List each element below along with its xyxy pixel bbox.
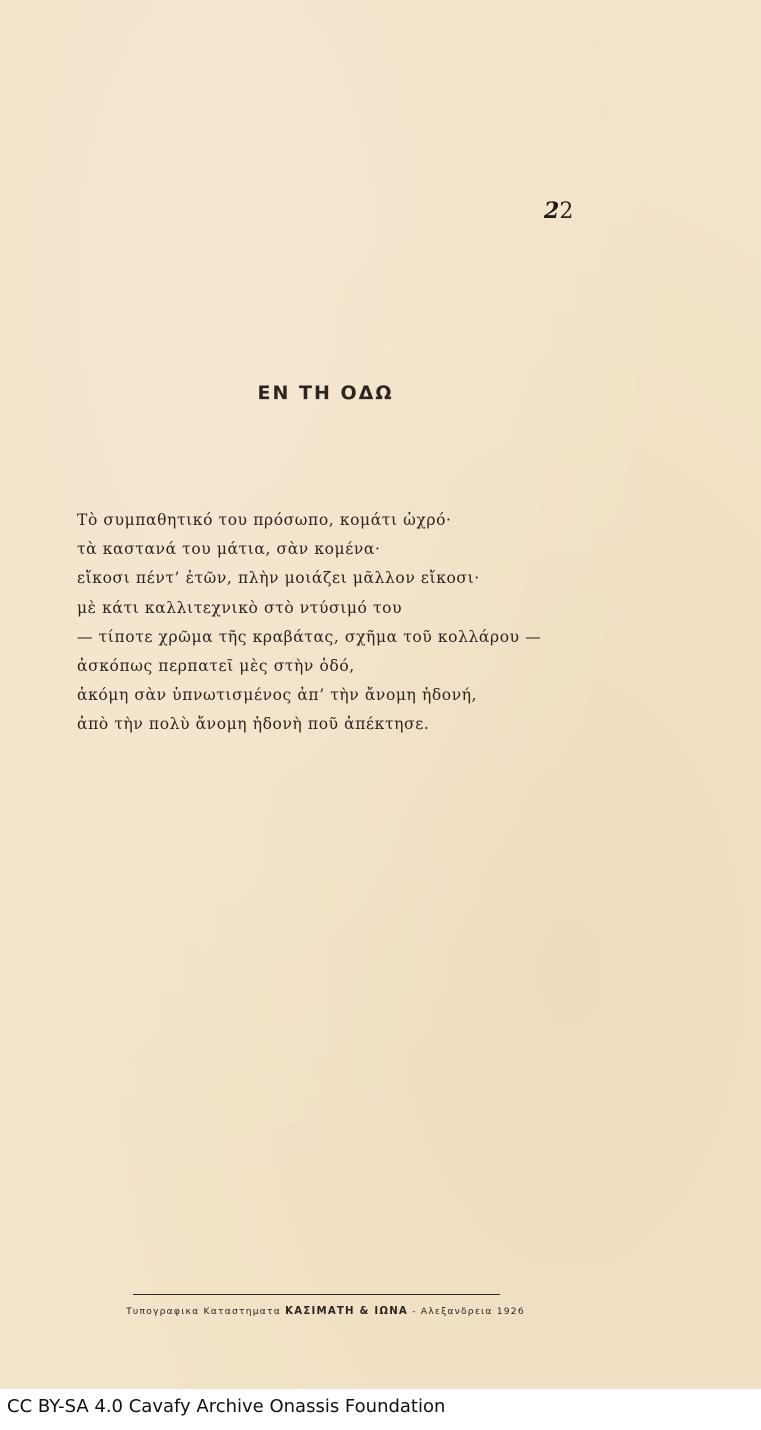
poem-line: — τίποτε χρῶμα τῆς κραβάτας, σχῆμα τοῦ κολλάρου —	[77, 627, 542, 646]
poem-line: ἀπὸ τὴν πολὺ ἄνομη ἡδονὴ ποῦ ἀπέκτησε.	[77, 715, 430, 734]
page-number	[544, 198, 573, 224]
page-number-handwritten: 2	[544, 198, 560, 224]
imprint-part3: - Αλεξανδρεια 1926	[408, 1306, 525, 1317]
printer-imprint	[0, 1306, 651, 1317]
poem-body	[77, 506, 541, 740]
poem-line: τὰ καστανά του μάτια, σὰν κομένα·	[77, 540, 381, 559]
poem-line: εἴκοσι πέντ’ ἐτῶν, πλὴν μοιάζει μᾶλλον εἴκοσι·	[77, 569, 480, 588]
poem-line: ἀκόμη σὰν ὑπνωτισμένος ἀπ’ τὴν ἄνομη ἡδονή,	[77, 686, 478, 705]
poem-line: μὲ κάτι καλλιτεχνικὸ στὸ ντύσιμό του	[77, 598, 403, 617]
poem-line: Τὸ συμπαθητικό του πρόσωπο, κομάτι ὠχρό·	[77, 511, 452, 529]
imprint-rule	[133, 1294, 500, 1295]
poem-title: ΕΝ ΤΗ ΟΔΩ	[257, 382, 394, 404]
imprint-part1: Τυπογραφικα Καταστηματα	[126, 1306, 286, 1317]
imprint-printer-name: ΚΑΣΙΜΑΤΗ & ΙΩΝΑ	[285, 1306, 409, 1317]
poem-line: ἀσκόπως περπατεῖ μὲς στὴν ὁδό,	[77, 657, 355, 676]
page-number-printed: 2	[559, 199, 574, 224]
license-credit: CC BY-SA 4.0 Cavafy Archive Onassis Foundation	[7, 1396, 446, 1417]
